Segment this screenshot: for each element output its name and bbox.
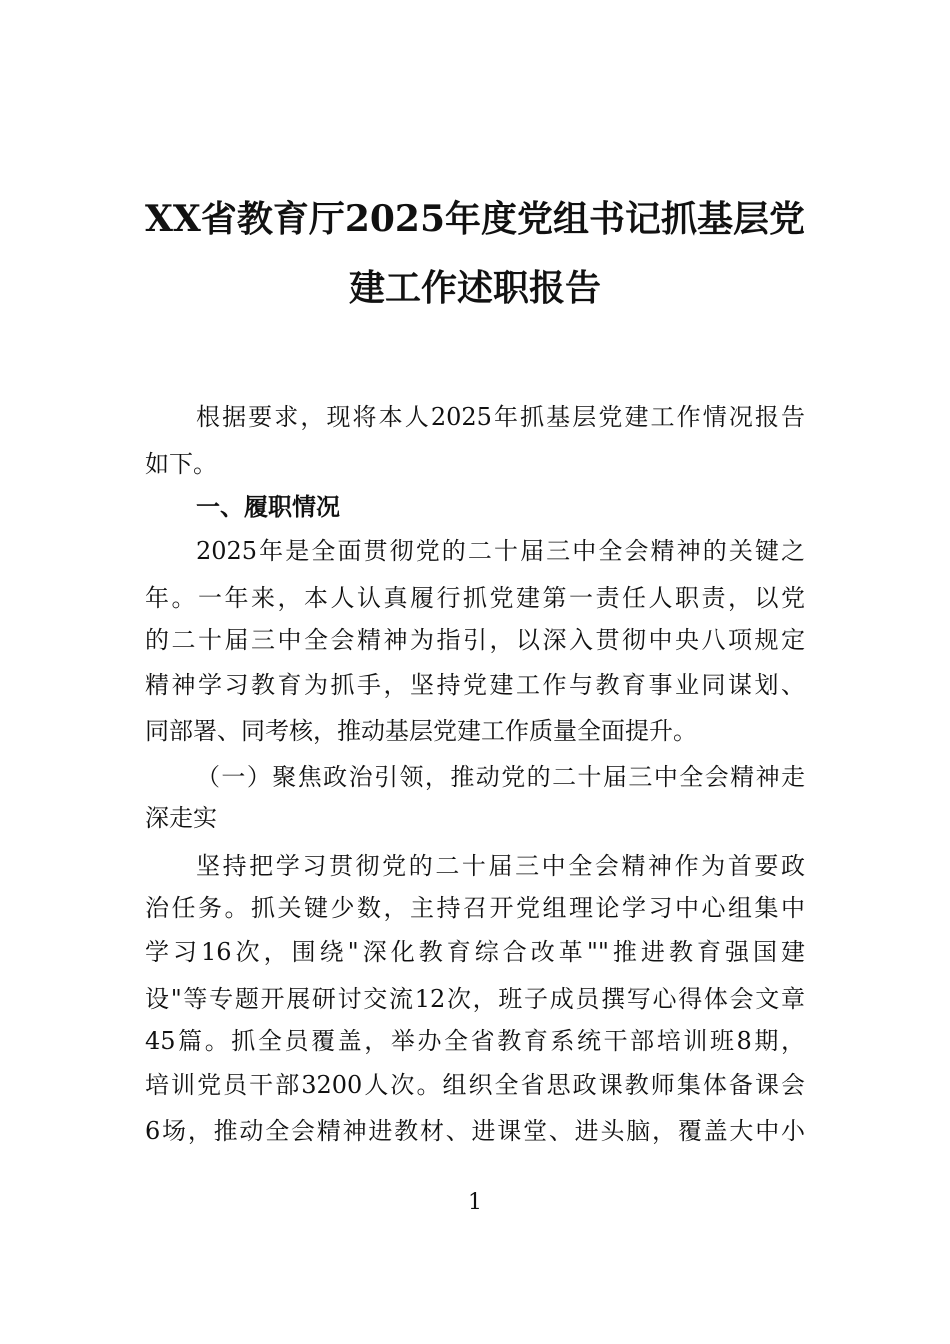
para1-line-2: 年。一年来，本人认真履行抓党建第一责任人职责，以党	[145, 584, 805, 612]
para1-line-1: 2025年是全面贯彻党的二十届三中全会精神的关键之	[196, 537, 805, 565]
para2-line-1: 坚持把学习贯彻党的二十届三中全会精神作为首要政	[196, 852, 805, 880]
para1-line-5: 同部署、同考核，推动基层党建工作质量全面提升。	[145, 717, 697, 745]
intro-line-1: 根据要求，现将本人2025年抓基层党建工作情况报告	[196, 403, 805, 431]
para1-line-4: 精神学习教育为抓手，坚持党建工作与教育事业同谋划、	[145, 671, 805, 699]
section-heading: 一、履职情况	[196, 493, 340, 521]
subheading-line-2: 深走实	[145, 804, 217, 832]
para2-line-5: 45篇。抓全员覆盖，举办全省教育系统干部培训班8期，	[145, 1027, 805, 1055]
page-number: 1	[468, 1190, 482, 1215]
para2-line-3: 学习16次，围绕"深化教育综合改革""推进教育强国建	[145, 938, 805, 966]
para1-line-3: 的二十届三中全会精神为指引，以深入贯彻中央八项规定	[145, 626, 805, 654]
subheading-line-1: （一）聚焦政治引领，推动党的二十届三中全会精神走	[196, 763, 805, 791]
para2-line-4: 设"等专题开展研讨交流12次，班子成员撰写心得体会文章	[145, 985, 805, 1013]
document-title-line-2: 建工作述职报告	[348, 267, 601, 309]
para2-line-6: 培训党员干部3200人次。组织全省思政课教师集体备课会	[145, 1071, 805, 1099]
document-title-line-1: XX省教育厅2025年度党组书记抓基层党	[144, 198, 806, 240]
para2-line-2: 治任务。抓关键少数，主持召开党组理论学习中心组集中	[145, 894, 805, 922]
intro-line-2: 如下。	[145, 450, 217, 478]
para2-line-7: 6场，推动全会精神进教材、进课堂、进头脑，覆盖大中小	[145, 1117, 805, 1145]
